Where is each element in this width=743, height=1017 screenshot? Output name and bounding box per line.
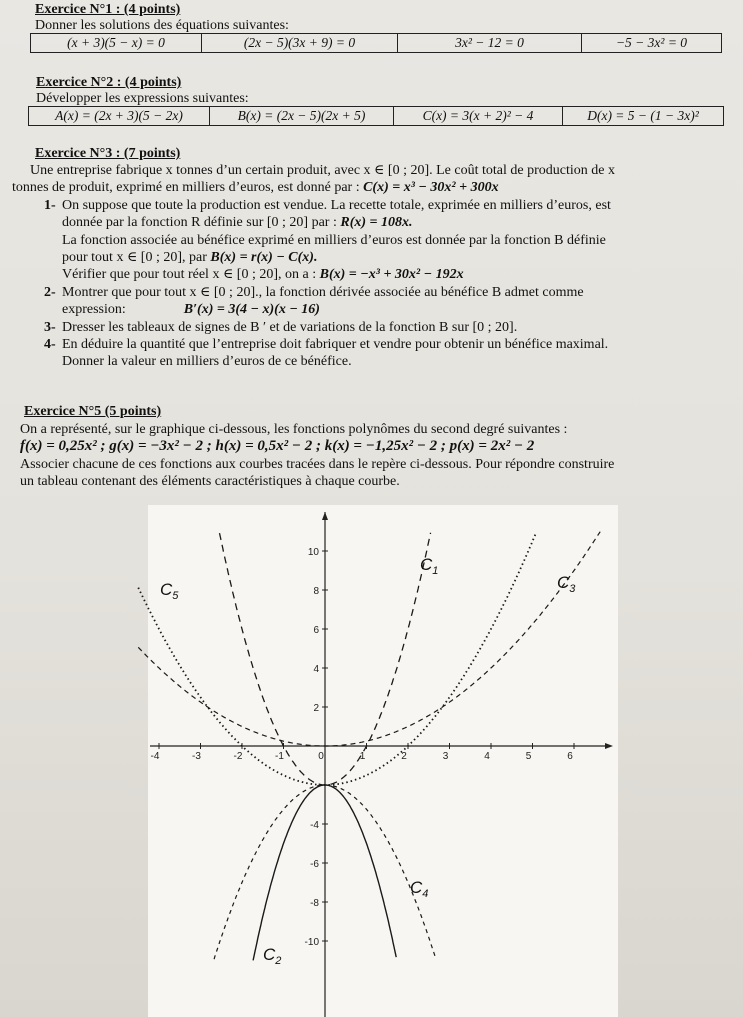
y-tick-label: -10 [304,937,319,948]
ex3-q2-line-1: Montrer que pour tout x ∈ [0 ; 20]., la fonction dérivée associée au bénéfice B admet comme [62,284,584,300]
ex2-instruction: Développer les expressions suivantes: [36,91,249,106]
y-tick-label: -8 [310,898,319,909]
x-tick-label: 0 [318,751,324,762]
ex3-intro-1: Une entreprise fabrique x tonnes d’un certain produit, avec x ∈ [0 ; 20]. Le coût total de production de x [30,163,615,178]
y-tick-label: 10 [307,547,319,558]
x-tick-label: -1 [275,751,284,762]
ex3-profit-definition: B(x) = r(x) − C(x). [210,250,318,266]
ex3-q1-line-5a: Vérifier que pour tout réel x ∈ [0 ; 20], on a : [62,267,320,283]
y-tick-label: 4 [313,664,319,675]
ex2-expression-1: A(x) = (2x + 3)(5 − 2x) [29,107,210,125]
x-tick-label: -4 [150,751,160,762]
y-tick-label: 8 [313,586,319,597]
ex1-equation-1: (x + 3)(5 − x) = 0 [31,34,202,52]
ex3-q3-line-1: Dresser les tableaux de signes de B ′ et de variations de la fonction B sur [0 ; 20]. [62,319,518,335]
ex3-q1-number: 1- [44,197,56,213]
x-tick-label: 6 [567,751,573,762]
x-tick-label: 1 [359,751,366,762]
ex1-equation-2: (2x − 5)(3x + 9) = 0 [202,34,398,52]
ex2-expression-3: C(x) = 3(x + 2)² − 4 [394,107,563,125]
x-tick-label: 3 [442,751,449,762]
ex3-q1-line-3: La fonction associée au bénéfice exprimé en milliers d’euros est donnée par la fonction B définie [62,232,606,248]
curve-label-c5: $C_5$ [160,580,179,602]
ex3-q2-line-2a: expression: [62,302,126,318]
x-tick-label: 5 [525,751,532,762]
ex3-q1-line-1: On suppose que toute la production est vendue. La recette totale, exprimée en milliers d’euros, est [62,197,611,213]
ex3-cost-function: C(x) = x³ − 30x² + 300x [363,180,499,196]
ex5-task-line-1: Associer chacune de ces fonctions aux courbes tracées dans le repère ci-dessous. Pour répondre construire [20,456,615,472]
ex5-intro: On a représenté, sur le graphique ci-dessous, les fonctions polynômes du second degré suivantes : [20,421,568,437]
curve-label-c4: $C_4$ [410,878,429,900]
y-tick-label: -6 [310,859,319,870]
x-tick-label: -2 [233,751,243,762]
ex1-instruction: Donner les solutions des équations suivantes: [35,18,289,33]
y-tick-label: 6 [313,625,319,636]
ex3-q4-line-1: En déduire la quantité que l’entreprise doit fabriquer et vendre pour obtenir un bénéfice maximal. [62,337,609,353]
x-tick-label: -3 [192,751,201,762]
ex1-title: Exercice N°1 : (4 points) [35,2,181,17]
ex3-q2-number: 2- [44,284,56,300]
ex3-intro-2a: tonnes de produit, exprimé en milliers d’euros, est donné par : [12,180,364,196]
ex1-equation-4: −5 − 3x² = 0 [615,35,688,50]
ex3-q3-number: 3- [44,319,56,335]
ex3-q1-line-4a: pour tout x ∈ [0 ; 20], par [62,250,211,266]
curve-label-c3: $C_3$ [557,573,576,595]
ex3-q1-line-2a: donnée par la fonction R définie sur [0 ; 20] par : [62,215,341,231]
ex3-q4-number: 4- [44,337,56,353]
ex3-revenue-function: R(x) = 108x. [340,215,413,231]
ex3-q4-line-2: Donner la valeur en milliers d’euros de ce bénéfice. [62,354,352,370]
graph-background [148,505,618,1017]
ex5-task-line-2: un tableau contenant des éléments caractéristiques à chaque courbe. [20,474,400,490]
ex2-title: Exercice N°2 : (4 points) [36,75,182,90]
y-tick-label: 2 [313,703,319,714]
curve-label-c1: $C_1$ [420,555,439,577]
ex3-title: Exercice N°3 : (7 points) [35,146,181,161]
ex3-derivative: B′(x) = 3(4 − x)(x − 16) [183,302,320,318]
ex2-expression-4: D(x) = 5 − (1 − 3x)² [587,108,699,123]
ex1-equation-3: 3x² − 12 = 0 [398,34,582,52]
ex3-profit-function: B(x) = −x³ + 30x² − 192x [319,267,464,283]
ex2-expression-2: B(x) = (2x − 5)(2x + 5) [210,107,394,125]
x-tick-label: 2 [401,751,407,762]
ex5-title: Exercice N°5 (5 points) [24,404,162,419]
x-tick-label: 4 [484,751,490,762]
y-tick-label: -4 [310,820,319,831]
ex5-functions: f(x) = 0,25x² ; g(x) = −3x² − 2 ; h(x) = 0,5x² − 2 ; k(x) = −1,25x² − 2 ; p(x) = 2x² − 2 [20,438,535,455]
curve-label-c2: $C_2$ [263,945,282,967]
